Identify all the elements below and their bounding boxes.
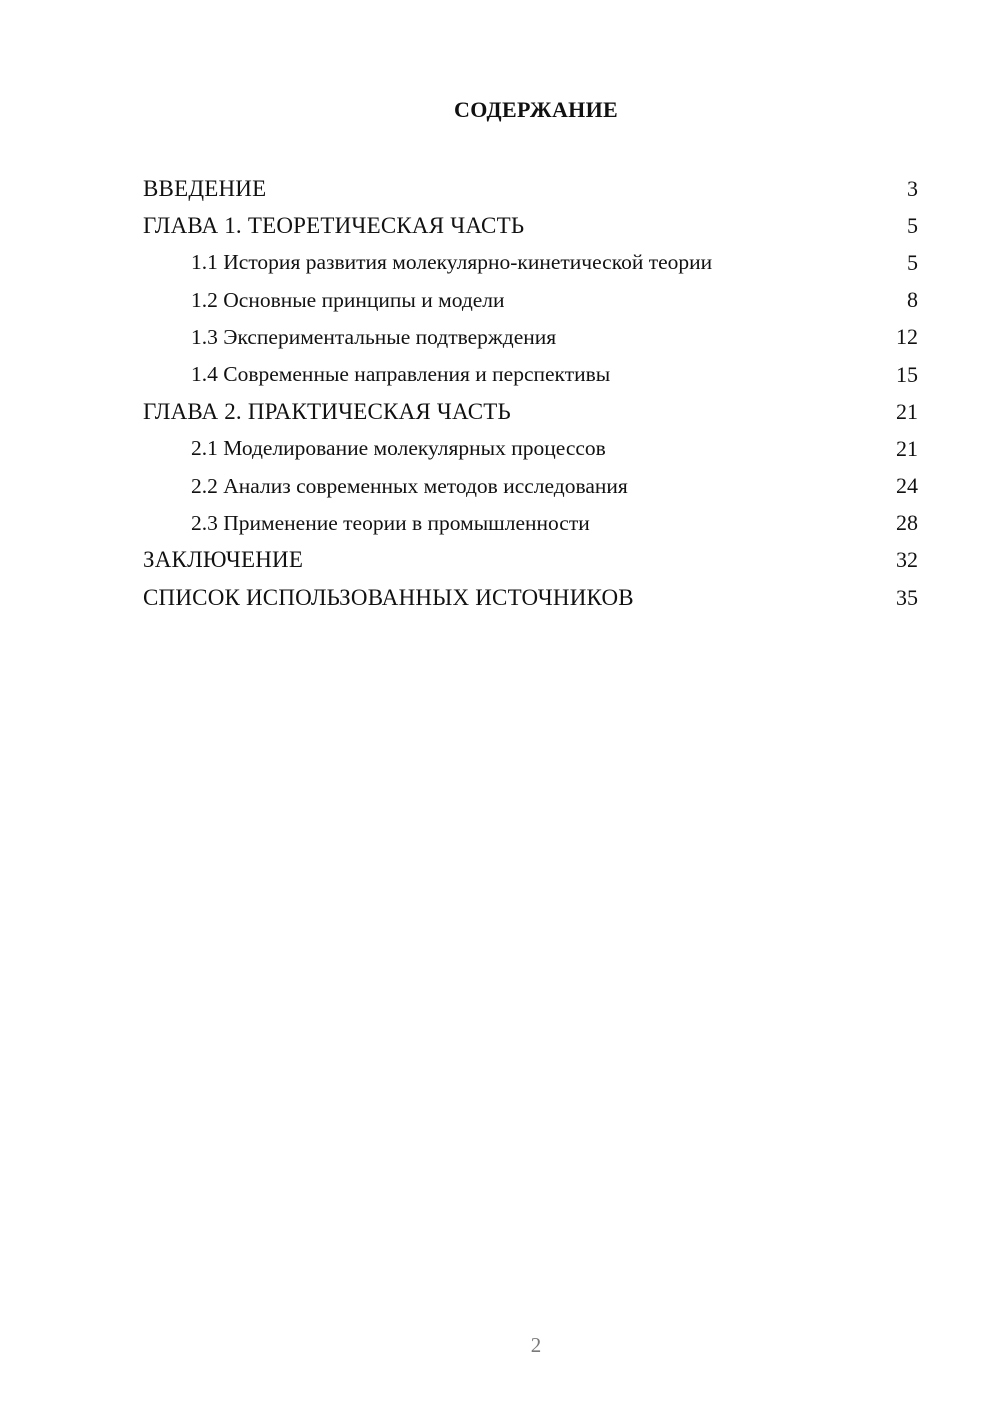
toc-entry-section-2-2[interactable] [143,468,918,505]
toc-entry-page: 21 [896,435,918,461]
toc-entry-section-1-3[interactable] [143,319,918,356]
toc-entry-section-1-4[interactable] [143,356,918,393]
page-number: 2 [530,1333,542,1357]
toc-entry-chapter-1[interactable] [143,207,918,244]
toc-entry-label: 2.3 Применение теории в промышленности [191,510,590,535]
toc-entry-chapter-2[interactable] [143,393,918,430]
toc-entry-page: 32 [896,547,918,573]
toc-entry-page: 28 [896,510,918,536]
toc-entry-page: 8 [907,287,918,313]
toc-entry-section-1-2[interactable] [143,282,918,319]
toc-entry-references[interactable] [143,579,918,616]
toc-entry-introduction[interactable] [143,170,918,207]
toc-entry-label: ЗАКЛЮЧЕНИЕ [143,547,304,573]
toc-entry-page: 5 [907,249,918,275]
toc-entry-label: 1.4 Современные направления и перспективы [191,362,611,387]
toc-entry-conclusion[interactable] [143,542,918,579]
toc-entry-page: 15 [896,361,918,387]
toc-entry-label: ВВЕДЕНИЕ [143,175,267,201]
toc-entry-label: 1.3 Экспериментальные подтверждения [191,324,557,349]
toc-entry-section-2-3[interactable] [143,505,918,542]
toc-entry-label: СПИСОК ИСПОЛЬЗОВАННЫХ ИСТОЧНИКОВ [143,584,634,610]
toc-entry-section-1-1[interactable] [143,244,918,281]
toc-entry-page: 3 [907,175,918,201]
toc-entry-page: 35 [896,584,918,610]
toc-entry-label: 1.1 История развития молекулярно-кинетической теории [191,250,713,275]
toc-entry-label: 2.2 Анализ современных методов исследования [191,473,628,498]
toc-entry-page: 12 [896,324,918,350]
toc-entry-label: ГЛАВА 2. ПРАКТИЧЕСКАЯ ЧАСТЬ [143,398,511,424]
toc-entry-section-2-1[interactable] [143,430,918,467]
toc-entry-page: 24 [896,473,918,499]
toc-entry-page: 5 [907,212,918,238]
toc-entry-label: ГЛАВА 1. ТЕОРЕТИЧЕСКАЯ ЧАСТЬ [143,212,525,238]
toc-entry-label: 2.1 Моделирование молекулярных процессов [191,436,606,461]
table-of-contents [143,170,918,616]
toc-entry-page: 21 [896,398,918,424]
page-title: СОДЕРЖАНИЕ [454,97,618,122]
toc-entry-label: 1.2 Основные принципы и модели [191,287,505,312]
